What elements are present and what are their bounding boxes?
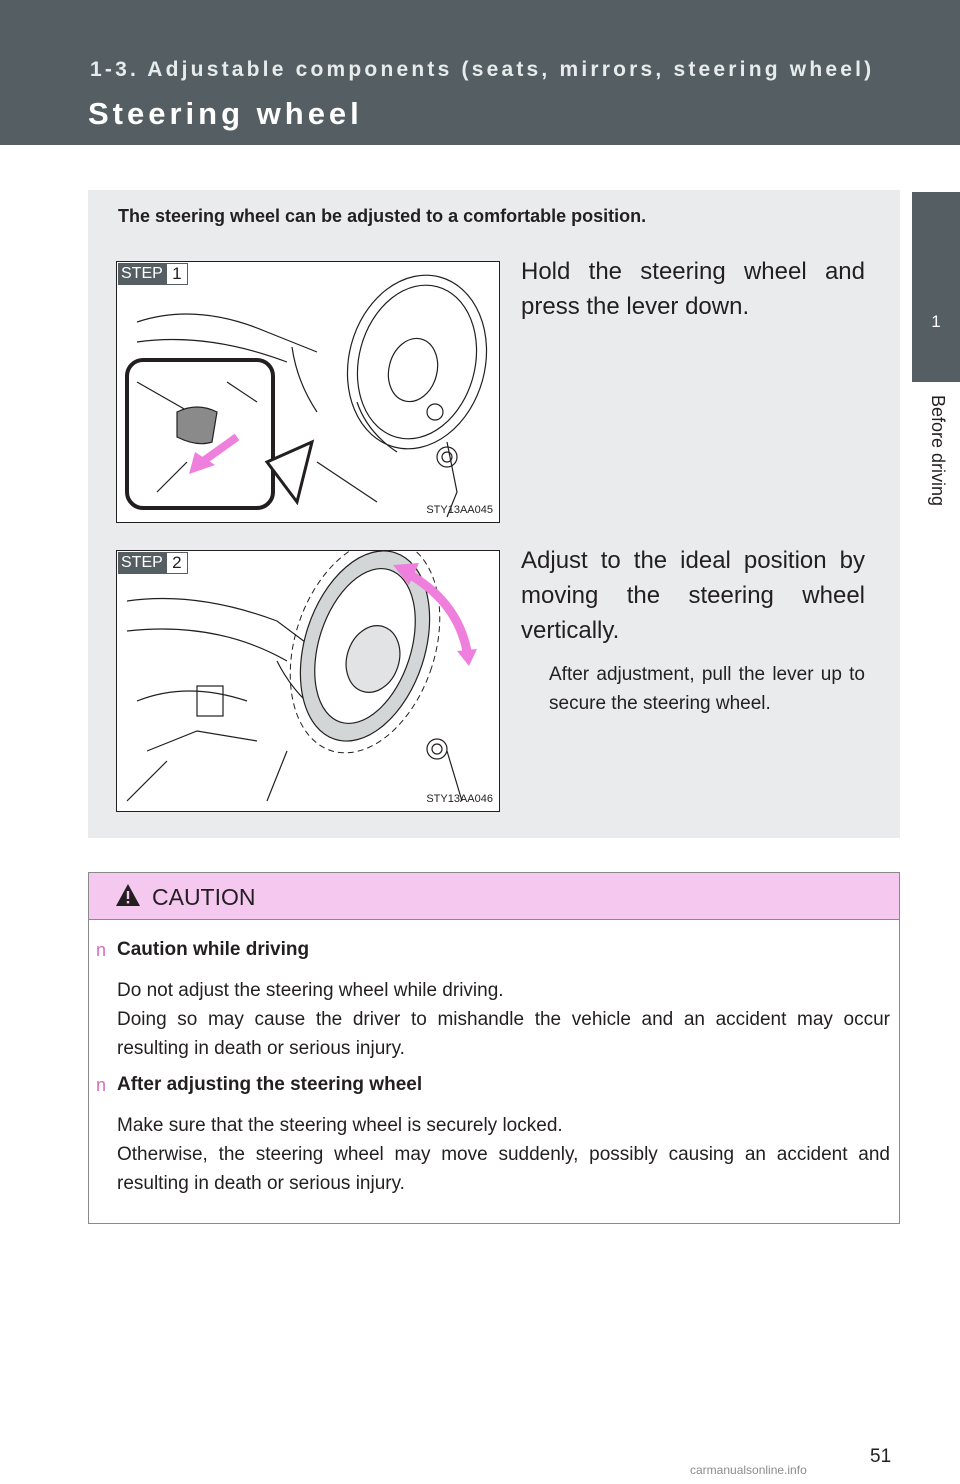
caution-line: Doing so may cause the driver to mishandle the vehicle and an accident may occur resulting in death or serious injury. — [117, 1009, 890, 1059]
caution-item-title: Caution while driving — [117, 939, 310, 960]
caution-item-body — [117, 1111, 890, 1198]
step-number: 2 — [166, 552, 188, 574]
intro-text: The steering wheel can be adjusted to a comfortable position. — [118, 206, 647, 226]
caution-bullet: n — [96, 940, 107, 960]
section-title: 1-3. Adjustable components (seats, mirrors, steering wheel) — [90, 58, 875, 81]
step-label: STEP — [118, 263, 166, 285]
step-badge — [118, 263, 188, 285]
chapter-tab — [912, 192, 960, 382]
step2-note: After adjustment, pull the lever up to secure the steering wheel. — [549, 664, 865, 714]
page-title: Steering wheel — [88, 96, 363, 131]
caution-line: Do not adjust the steering wheel while driving. — [117, 980, 504, 1001]
caution-line: Otherwise, the steering wheel may move suddenly, possibly causing an accident and resulting in death or serious injury. — [117, 1144, 890, 1194]
step2-illustration — [116, 550, 500, 812]
step-badge — [118, 552, 188, 574]
caution-bullet: n — [96, 1075, 107, 1095]
caution-title: CAUTION — [152, 884, 256, 910]
caution-item-body — [117, 976, 890, 1063]
step1-text: Hold the steering wheel and press the lever down. — [521, 258, 865, 320]
step-label: STEP — [118, 552, 166, 574]
warning-triangle-icon — [115, 883, 141, 907]
chapter-label: Before driving — [928, 395, 948, 507]
watermark: carmanualsonline.info — [690, 1463, 807, 1477]
step2-text: Adjust to the ideal position by moving the steering wheel vertically. — [521, 547, 865, 644]
caution-item-title: After adjusting the steering wheel — [117, 1074, 423, 1095]
step-number: 1 — [166, 263, 188, 285]
steering-tilt-illustration — [117, 551, 499, 811]
figure-code: STY13AA045 — [426, 504, 493, 516]
step1-illustration — [116, 261, 500, 523]
caution-header — [89, 873, 899, 920]
page-number: 51 — [870, 1446, 892, 1467]
figure-code: STY13AA046 — [426, 793, 493, 805]
steering-lever-illustration — [117, 262, 499, 522]
chapter-number: 1 — [931, 312, 941, 331]
caution-line: Make sure that the steering wheel is securely locked. — [117, 1115, 563, 1136]
